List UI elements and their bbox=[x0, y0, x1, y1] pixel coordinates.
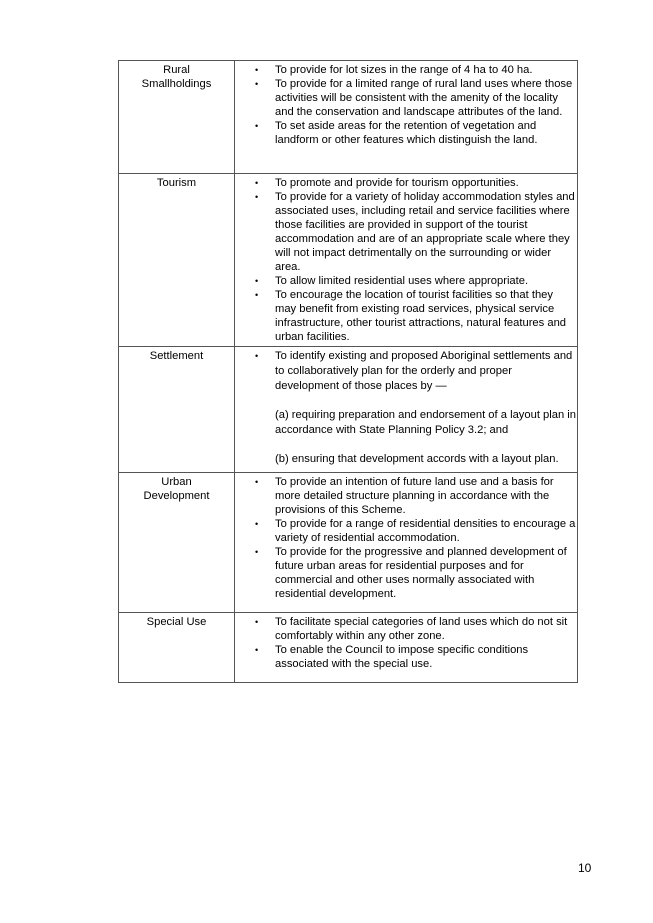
list-item bbox=[235, 119, 577, 147]
list-item bbox=[235, 63, 577, 77]
bullet-icon: • bbox=[255, 79, 259, 89]
objective-text: To encourage the location of tourist facilities so that they may benefit from existing road services, physical service infrastructure, other tourist attractions, natural features and urban facilities. bbox=[275, 289, 567, 343]
objective-text: To promote and provide for tourism opportunities. bbox=[275, 177, 519, 189]
objective-text: To enable the Council to impose specific conditions associated with the special use. bbox=[275, 644, 529, 670]
bullet-icon: • bbox=[255, 178, 259, 188]
bullet-icon: • bbox=[255, 276, 259, 286]
page-number: 10 bbox=[578, 861, 592, 875]
objective-subclause-a: (a) requiring preparation and endorsement of a layout plan in accordance with State Planning Policy 3.2; and bbox=[275, 409, 577, 436]
list-item bbox=[235, 190, 577, 274]
list-item bbox=[235, 643, 577, 671]
zone-name-line: Urban bbox=[161, 476, 192, 488]
objectives-list bbox=[235, 176, 577, 344]
zone-name-line: Settlement bbox=[149, 350, 204, 362]
list-item bbox=[235, 545, 577, 601]
list-item bbox=[235, 77, 577, 119]
objectives-list bbox=[235, 475, 577, 601]
bullet-icon: • bbox=[255, 477, 259, 487]
list-item bbox=[235, 274, 577, 288]
objective-text: To set aside areas for the retention of vegetation and landform or other features which distinguish the land. bbox=[275, 120, 538, 146]
bullet-icon: • bbox=[255, 121, 259, 131]
zone-objectives-table bbox=[118, 60, 578, 683]
objective-text: To allow limited residential uses where appropriate. bbox=[275, 275, 529, 287]
zone-objectives-cell bbox=[235, 61, 578, 174]
bullet-icon: • bbox=[255, 547, 259, 557]
list-item bbox=[235, 615, 577, 643]
zone-name-cell bbox=[119, 473, 235, 613]
table-row bbox=[119, 613, 578, 683]
zone-name-line: Development bbox=[143, 490, 210, 502]
zone-name-cell bbox=[119, 174, 235, 347]
list-item bbox=[235, 475, 577, 517]
bullet-icon: • bbox=[255, 617, 259, 627]
zone-name-cell bbox=[119, 613, 235, 683]
objective-text: To facilitate special categories of land uses which do not sit comfortably within any other zone. bbox=[275, 616, 568, 642]
list-item bbox=[235, 517, 577, 545]
list-item bbox=[235, 176, 577, 190]
objective-text: To provide for a limited range of rural land uses where those activities will be consistent with the amenity of the locality and the conservation and landscape attributes of the land. bbox=[275, 78, 573, 118]
zone-name-line: Tourism bbox=[156, 177, 197, 189]
bullet-icon: • bbox=[255, 290, 259, 300]
objective-text: To provide for a variety of holiday accommodation styles and associated uses, including retail and service facilities where those facilities are provided in support of the tourist accommodation and are of an appropriate scale where they will not impact detrimentally on the surrounding or wider area. bbox=[275, 191, 575, 273]
zone-objectives-cell bbox=[235, 174, 578, 347]
bullet-icon: • bbox=[255, 519, 259, 529]
bullet-icon: • bbox=[255, 192, 259, 202]
objective-text: To provide for lot sizes in the range of 4 ha to 40 ha. bbox=[275, 64, 533, 76]
objectives-list bbox=[235, 349, 577, 467]
objective-text: To identify existing and proposed Aboriginal settlements and to collaboratively plan for the orderly and proper development of those places by — bbox=[275, 350, 573, 392]
table-row bbox=[119, 347, 578, 473]
list-item bbox=[235, 349, 577, 467]
table-row bbox=[119, 61, 578, 174]
bullet-icon: • bbox=[255, 65, 259, 75]
zone-objectives-cell bbox=[235, 473, 578, 613]
objective-text: To provide an intention of future land use and a basis for more detailed structure planning in accordance with the provisions of this Scheme. bbox=[275, 476, 554, 516]
bullet-icon: • bbox=[255, 351, 259, 361]
objectives-list bbox=[235, 63, 577, 147]
zone-objectives-cell bbox=[235, 613, 578, 683]
table-row bbox=[119, 174, 578, 347]
list-item bbox=[235, 288, 577, 344]
zone-name-line: Special Use bbox=[146, 616, 207, 628]
zone-objectives-cell bbox=[235, 347, 578, 473]
zone-name-cell bbox=[119, 347, 235, 473]
zone-name-line: Smallholdings bbox=[141, 78, 212, 90]
objectives-list bbox=[235, 615, 577, 671]
table-row bbox=[119, 473, 578, 613]
zone-name-cell bbox=[119, 61, 235, 174]
objective-subclause-b: (b) ensuring that development accords with a layout plan. bbox=[275, 453, 559, 465]
objective-text: To provide for a range of residential densities to encourage a variety of residential accommodation. bbox=[275, 518, 576, 544]
zone-name-line: Rural bbox=[163, 64, 190, 76]
objective-text: To provide for the progressive and planned development of future urban areas for residential purposes and for commercial and other uses normally associated with residential development. bbox=[275, 546, 567, 600]
bullet-icon: • bbox=[255, 645, 259, 655]
